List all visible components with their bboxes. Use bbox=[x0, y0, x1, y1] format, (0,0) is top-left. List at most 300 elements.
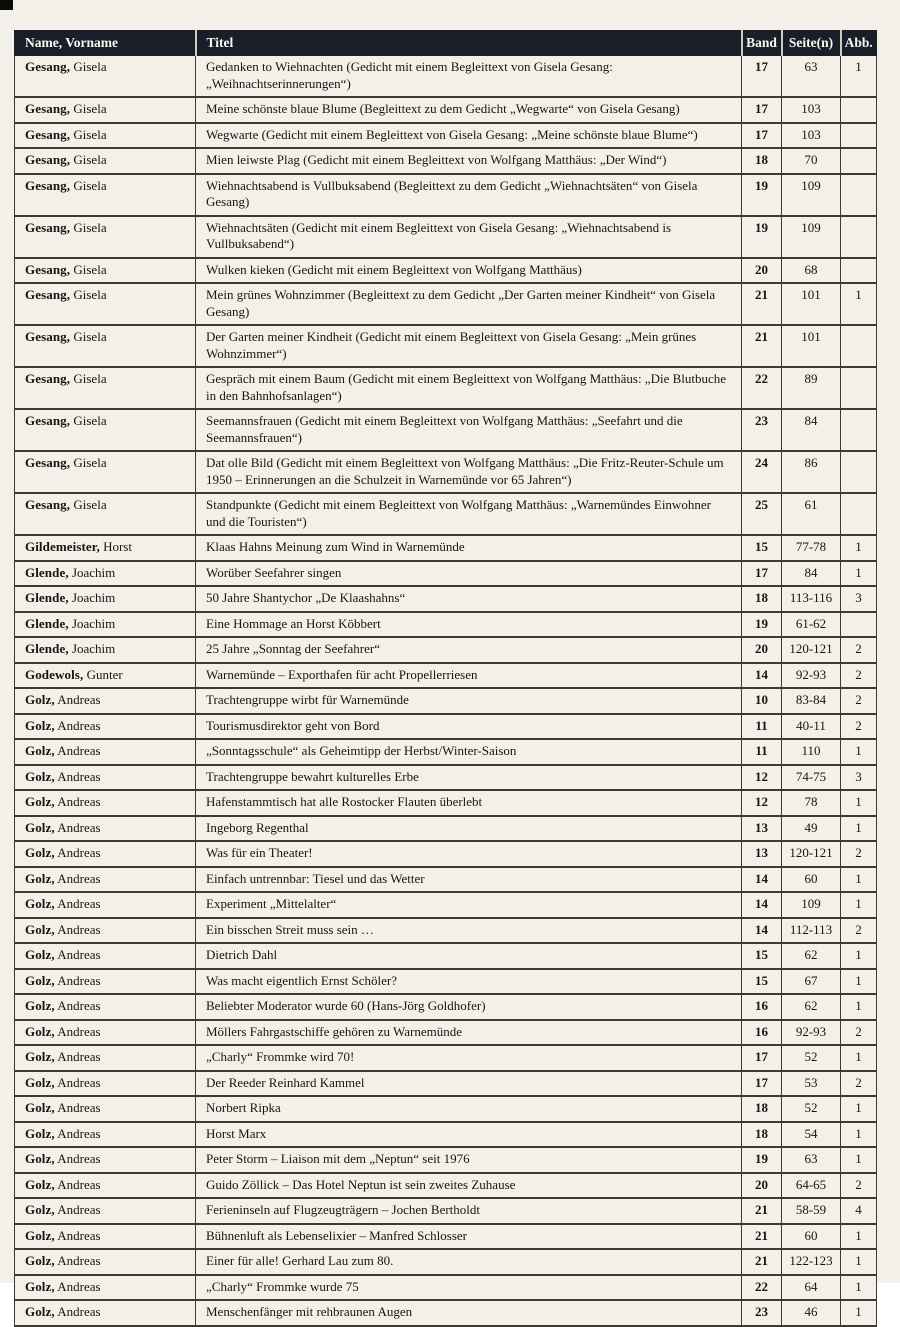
table-row bbox=[15, 918, 877, 944]
cell-abb: 1 bbox=[841, 1122, 877, 1148]
cell-abb bbox=[841, 493, 877, 535]
cell-titel: Horst Marx bbox=[196, 1122, 742, 1148]
table-row bbox=[15, 1173, 877, 1199]
cell-titel: Klaas Hahns Meinung zum Wind in Warnemünde bbox=[196, 535, 742, 561]
table-header bbox=[15, 31, 877, 56]
surname-text: Gesang, bbox=[25, 371, 71, 386]
cell-name-vorname: Gesang, Gisela bbox=[15, 174, 196, 216]
cell-seite: 77-78 bbox=[782, 535, 841, 561]
cell-seite: 64 bbox=[782, 1275, 841, 1301]
cell-band: 17 bbox=[742, 1071, 782, 1097]
cell-band: 22 bbox=[742, 1275, 782, 1301]
cell-abb bbox=[841, 612, 877, 638]
cell-name-vorname: Gildemeister, Horst bbox=[15, 535, 196, 561]
cell-seite: 74-75 bbox=[782, 765, 841, 791]
table-row bbox=[15, 1020, 877, 1046]
cell-seite: 54 bbox=[782, 1122, 841, 1148]
table-row bbox=[15, 493, 877, 535]
cell-name-vorname: Golz, Andreas bbox=[15, 714, 196, 740]
cell-abb: 1 bbox=[841, 561, 877, 587]
cell-band: 20 bbox=[742, 1173, 782, 1199]
surname-text: Golz, bbox=[25, 1023, 55, 1039]
cell-band: 10 bbox=[742, 688, 782, 714]
cell-band: 15 bbox=[742, 943, 782, 969]
cell-titel: Ingeborg Regenthal bbox=[196, 816, 742, 842]
cell-band: 20 bbox=[742, 258, 782, 284]
cell-band: 18 bbox=[742, 586, 782, 612]
cell-name-vorname: Golz, Andreas bbox=[15, 1300, 196, 1326]
cell-name-vorname: Gesang, Gisela bbox=[15, 409, 196, 451]
cell-abb: 3 bbox=[841, 765, 877, 791]
cell-titel: Hafenstammtisch hat alle Rostocker Flauten überlebt bbox=[196, 790, 742, 816]
cell-titel: „Sonntagsschule“ als Geheimtipp der Herbst/Winter-Saison bbox=[196, 739, 742, 765]
cell-abb: 3 bbox=[841, 586, 877, 612]
cell-band: 18 bbox=[742, 1122, 782, 1148]
table-row bbox=[15, 1275, 877, 1301]
surname-text: Gildemeister, bbox=[25, 539, 100, 554]
cell-titel: Möllers Fahrgastschiffe gehören zu Warnemünde bbox=[196, 1020, 742, 1046]
cell-seite: 101 bbox=[782, 325, 841, 367]
cell-name-vorname: Gesang, Gisela bbox=[15, 123, 196, 149]
surname-text: Gesang, bbox=[25, 287, 71, 302]
cell-name-vorname: Golz, Andreas bbox=[15, 765, 196, 791]
cell-titel: Wulken kieken (Gedicht mit einem Begleittext von Wolfgang Matthäus) bbox=[196, 258, 742, 284]
cell-seite: 110 bbox=[782, 739, 841, 765]
cell-abb bbox=[841, 258, 877, 284]
cell-name-vorname: Golz, Andreas bbox=[15, 918, 196, 944]
surname-text: Gesang, bbox=[25, 152, 71, 167]
surname-text: Golz, bbox=[25, 1074, 55, 1090]
cell-name-vorname: Golz, Andreas bbox=[15, 1045, 196, 1071]
surname-text: Golz, bbox=[25, 1227, 55, 1243]
cell-band: 14 bbox=[742, 892, 782, 918]
table-row bbox=[15, 409, 877, 451]
cell-name-vorname: Gesang, Gisela bbox=[15, 97, 196, 123]
table-row bbox=[15, 1224, 877, 1250]
table-row bbox=[15, 1300, 877, 1326]
cell-titel: Menschenfänger mit rehbraunen Augen bbox=[196, 1300, 742, 1326]
table-row bbox=[15, 943, 877, 969]
cell-titel: Wiehnachtsäten (Gedicht mit einem Begleittext von Gisela Gesang: „Wiehnachtsabend is Vullbuksabend“) bbox=[196, 216, 742, 258]
cell-band: 13 bbox=[742, 841, 782, 867]
table-row bbox=[15, 1045, 877, 1071]
cell-seite: 89 bbox=[782, 367, 841, 409]
cell-abb: 2 bbox=[841, 637, 877, 663]
cell-abb: 1 bbox=[841, 739, 877, 765]
cell-titel: Dietrich Dahl bbox=[196, 943, 742, 969]
cell-name-vorname: Golz, Andreas bbox=[15, 1249, 196, 1275]
cell-name-vorname: Glende, Joachim bbox=[15, 586, 196, 612]
cell-titel: Norbert Ripka bbox=[196, 1096, 742, 1122]
cell-titel: Trachtengruppe bewahrt kulturelles Erbe bbox=[196, 765, 742, 791]
table-body bbox=[15, 56, 877, 1326]
table-row bbox=[15, 561, 877, 587]
cell-seite: 122-123 bbox=[782, 1249, 841, 1275]
cell-titel: Tourismusdirektor geht von Bord bbox=[196, 714, 742, 740]
cell-seite: 92-93 bbox=[782, 1020, 841, 1046]
surname-text: Gesang, bbox=[25, 329, 71, 344]
table-row bbox=[15, 258, 877, 284]
surname-text: Golz, bbox=[25, 1151, 55, 1166]
cell-seite: 92-93 bbox=[782, 663, 841, 689]
surname-text: Gesang, bbox=[25, 455, 71, 470]
table-row bbox=[15, 148, 877, 174]
cell-titel: Ferieninseln auf Flugzeugträgern – Jochen Bertholdt bbox=[196, 1198, 742, 1224]
cell-name-vorname: Golz, Andreas bbox=[15, 1071, 196, 1097]
table-row bbox=[15, 637, 877, 663]
cell-seite: 40-11 bbox=[782, 714, 841, 740]
cell-seite: 84 bbox=[782, 409, 841, 451]
cell-abb bbox=[841, 97, 877, 123]
cell-band: 13 bbox=[742, 816, 782, 842]
cell-name-vorname: Golz, Andreas bbox=[15, 739, 196, 765]
cell-name-vorname: Gesang, Gisela bbox=[15, 367, 196, 409]
cell-name-vorname: Golz, Andreas bbox=[15, 1020, 196, 1046]
cell-titel: „Charly“ Frommke wird 70! bbox=[196, 1045, 742, 1071]
cell-band: 19 bbox=[742, 1147, 782, 1173]
cell-titel: Ein bisschen Streit muss sein … bbox=[196, 918, 742, 944]
cell-band: 12 bbox=[742, 765, 782, 791]
cell-name-vorname: Golz, Andreas bbox=[15, 943, 196, 969]
cell-seite: 64-65 bbox=[782, 1173, 841, 1199]
cell-titel: Experiment „Mittelalter“ bbox=[196, 892, 742, 918]
surname-text: Golz, bbox=[25, 1253, 55, 1268]
table-row bbox=[15, 765, 877, 791]
cell-band: 21 bbox=[742, 325, 782, 367]
cell-seite: 68 bbox=[782, 258, 841, 284]
cell-abb: 2 bbox=[841, 1173, 877, 1199]
cell-name-vorname: Golz, Andreas bbox=[15, 969, 196, 995]
cell-abb: 2 bbox=[841, 688, 877, 714]
surname-text: Golz, bbox=[25, 845, 55, 860]
cell-name-vorname: Golz, Andreas bbox=[15, 816, 196, 842]
cell-titel: Gespräch mit einem Baum (Gedicht mit einem Begleittext von Wolfgang Matthäus: „Die Blutbuche in den Bahnhofsanlagen“) bbox=[196, 367, 742, 409]
cell-titel: Wegwarte (Gedicht mit einem Begleittext von Gisela Gesang: „Meine schönste blaue Blume“) bbox=[196, 123, 742, 149]
surname-text: Glende, bbox=[25, 615, 69, 631]
cell-titel: Trachtengruppe wirbt für Warnemünde bbox=[196, 688, 742, 714]
cell-seite: 67 bbox=[782, 969, 841, 995]
surname-text: Gesang, bbox=[25, 219, 71, 235]
cell-name-vorname: Golz, Andreas bbox=[15, 1147, 196, 1173]
cell-name-vorname: Golz, Andreas bbox=[15, 1275, 196, 1301]
cell-seite: 103 bbox=[782, 97, 841, 123]
cell-abb bbox=[841, 216, 877, 258]
cell-abb: 1 bbox=[841, 1249, 877, 1275]
table-row bbox=[15, 535, 877, 561]
cell-titel: 50 Jahre Shantychor „De Klaashahns“ bbox=[196, 586, 742, 612]
cell-titel: Der Garten meiner Kindheit (Gedicht mit einem Begleittext von Gisela Gesang: „Mein grünes Wohnzimmer“) bbox=[196, 325, 742, 367]
cell-band: 17 bbox=[742, 561, 782, 587]
cell-band: 17 bbox=[742, 1045, 782, 1071]
surname-text: Golz, bbox=[25, 819, 55, 835]
cell-titel: Bühnenluft als Lebenselixier – Manfred Schlosser bbox=[196, 1224, 742, 1250]
cell-band: 22 bbox=[742, 367, 782, 409]
surname-text: Golz, bbox=[25, 921, 55, 937]
cell-seite: 103 bbox=[782, 123, 841, 149]
surname-text: Golz, bbox=[25, 870, 55, 886]
surname-text: Golz, bbox=[25, 794, 55, 809]
table-row bbox=[15, 283, 877, 325]
cell-band: 19 bbox=[742, 612, 782, 638]
cell-abb bbox=[841, 174, 877, 216]
table-row bbox=[15, 123, 877, 149]
surname-text: Golz, bbox=[25, 998, 55, 1013]
table-row bbox=[15, 1249, 877, 1275]
cell-abb: 2 bbox=[841, 918, 877, 944]
cell-name-vorname: Gesang, Gisela bbox=[15, 148, 196, 174]
column-header-seite: Seite(n) bbox=[782, 31, 841, 56]
surname-text: Golz, bbox=[25, 1049, 55, 1064]
cell-seite: 109 bbox=[782, 892, 841, 918]
cell-band: 14 bbox=[742, 663, 782, 689]
cell-name-vorname: Gesang, Gisela bbox=[15, 283, 196, 325]
cell-seite: 58-59 bbox=[782, 1198, 841, 1224]
cell-band: 14 bbox=[742, 867, 782, 893]
cell-titel: Wiehnachtsabend is Vullbuksabend (Begleittext zu dem Gedicht „Wiehnachtsäten“ von Gisela Gesang) bbox=[196, 174, 742, 216]
column-header-name: Name, Vorname bbox=[15, 31, 196, 56]
cell-titel: Eine Hommage an Horst Köbbert bbox=[196, 612, 742, 638]
cell-abb bbox=[841, 367, 877, 409]
table-row bbox=[15, 216, 877, 258]
cell-seite: 84 bbox=[782, 561, 841, 587]
cell-titel: Gedanken to Wiehnachten (Gedicht mit einem Begleittext von Gisela Gesang: „Weihnachtserinnerungen“) bbox=[196, 56, 742, 98]
cell-titel: Mein grünes Wohnzimmer (Begleittext zu dem Gedicht „Der Garten meiner Kindheit“ von Gisela Gesang) bbox=[196, 283, 742, 325]
cell-name-vorname: Golz, Andreas bbox=[15, 1122, 196, 1148]
column-header-titel: Titel bbox=[196, 31, 742, 56]
cell-abb: 1 bbox=[841, 994, 877, 1020]
cell-seite: 63 bbox=[782, 56, 841, 98]
cell-abb: 1 bbox=[841, 816, 877, 842]
table-row bbox=[15, 841, 877, 867]
cell-seite: 113-116 bbox=[782, 586, 841, 612]
cell-seite: 109 bbox=[782, 216, 841, 258]
cell-abb: 1 bbox=[841, 1045, 877, 1071]
cell-name-vorname: Golz, Andreas bbox=[15, 867, 196, 893]
surname-text: Golz, bbox=[25, 1100, 55, 1115]
cell-abb: 1 bbox=[841, 790, 877, 816]
cell-band: 12 bbox=[742, 790, 782, 816]
cell-name-vorname: Golz, Andreas bbox=[15, 1224, 196, 1250]
table-row bbox=[15, 174, 877, 216]
surname-text: Golz, bbox=[25, 896, 55, 911]
cell-band: 20 bbox=[742, 637, 782, 663]
table-row bbox=[15, 1096, 877, 1122]
table-row bbox=[15, 867, 877, 893]
surname-text: Golz, bbox=[25, 1304, 55, 1319]
cell-band: 21 bbox=[742, 1249, 782, 1275]
cell-name-vorname: Golz, Andreas bbox=[15, 1096, 196, 1122]
table-row bbox=[15, 994, 877, 1020]
cell-titel: Seemannsfrauen (Gedicht mit einem Begleittext von Wolfgang Matthäus: „Seefahrt und die Seemannsfrauen“) bbox=[196, 409, 742, 451]
cell-titel: Guido Zöllick – Das Hotel Neptun ist sein zweites Zuhause bbox=[196, 1173, 742, 1199]
cell-band: 24 bbox=[742, 451, 782, 493]
cell-abb: 2 bbox=[841, 1071, 877, 1097]
cell-abb: 2 bbox=[841, 841, 877, 867]
cell-abb: 1 bbox=[841, 1096, 877, 1122]
table-row bbox=[15, 739, 877, 765]
cell-name-vorname: Glende, Joachim bbox=[15, 637, 196, 663]
table-row bbox=[15, 367, 877, 409]
cell-name-vorname: Gesang, Gisela bbox=[15, 451, 196, 493]
cell-abb: 1 bbox=[841, 892, 877, 918]
cell-titel: Beliebter Moderator wurde 60 (Hans-Jörg Goldhofer) bbox=[196, 994, 742, 1020]
cell-seite: 86 bbox=[782, 451, 841, 493]
cell-titel: Der Reeder Reinhard Kammel bbox=[196, 1071, 742, 1097]
cell-abb: 1 bbox=[841, 1147, 877, 1173]
surname-text: Gesang, bbox=[25, 413, 71, 428]
cell-seite: 120-121 bbox=[782, 841, 841, 867]
cell-titel: „Charly“ Frommke wurde 75 bbox=[196, 1275, 742, 1301]
cell-seite: 109 bbox=[782, 174, 841, 216]
surname-text: Glende, bbox=[25, 641, 69, 656]
cell-name-vorname: Golz, Andreas bbox=[15, 892, 196, 918]
cell-seite: 70 bbox=[782, 148, 841, 174]
cell-titel: Worüber Seefahrer singen bbox=[196, 561, 742, 587]
cell-seite: 60 bbox=[782, 1224, 841, 1250]
surname-text: Golz, bbox=[25, 743, 55, 758]
cell-seite: 52 bbox=[782, 1096, 841, 1122]
cell-seite: 61 bbox=[782, 493, 841, 535]
cell-band: 19 bbox=[742, 216, 782, 258]
cell-abb: 4 bbox=[841, 1198, 877, 1224]
cell-band: 11 bbox=[742, 739, 782, 765]
cell-titel: Meine schönste blaue Blume (Begleittext zu dem Gedicht „Wegwarte“ von Gisela Gesang) bbox=[196, 97, 742, 123]
surname-text: Golz, bbox=[25, 972, 55, 988]
cell-name-vorname: Glende, Joachim bbox=[15, 612, 196, 638]
cell-band: 16 bbox=[742, 994, 782, 1020]
cell-abb: 1 bbox=[841, 283, 877, 325]
cell-abb bbox=[841, 325, 877, 367]
cell-seite: 46 bbox=[782, 1300, 841, 1326]
surname-text: Glende, bbox=[25, 590, 69, 605]
cell-seite: 112-113 bbox=[782, 918, 841, 944]
surname-text: Gesang, bbox=[25, 261, 71, 277]
cell-titel: Was für ein Theater! bbox=[196, 841, 742, 867]
cell-band: 14 bbox=[742, 918, 782, 944]
cell-seite: 60 bbox=[782, 867, 841, 893]
cell-titel: Einfach untrennbar: Tiesel und das Wetter bbox=[196, 867, 742, 893]
cell-name-vorname: Gesang, Gisela bbox=[15, 493, 196, 535]
cell-abb bbox=[841, 409, 877, 451]
cell-seite: 52 bbox=[782, 1045, 841, 1071]
surname-text: Golz, bbox=[25, 947, 55, 962]
table-row bbox=[15, 612, 877, 638]
cell-seite: 62 bbox=[782, 943, 841, 969]
cell-seite: 62 bbox=[782, 994, 841, 1020]
cell-name-vorname: Golz, Andreas bbox=[15, 841, 196, 867]
cell-abb: 1 bbox=[841, 1275, 877, 1301]
cell-titel: Standpunkte (Gedicht mit einem Begleittext von Wolfgang Matthäus: „Warnemündes Einwohner und die Touristen“) bbox=[196, 493, 742, 535]
cell-name-vorname: Golz, Andreas bbox=[15, 1173, 196, 1199]
table-row bbox=[15, 97, 877, 123]
surname-text: Golz, bbox=[25, 768, 55, 784]
surname-text: Golz, bbox=[25, 1125, 55, 1141]
author-title-index-table bbox=[14, 30, 877, 1327]
cell-titel: Peter Storm – Liaison mit dem „Neptun“ seit 1976 bbox=[196, 1147, 742, 1173]
surname-text: Gesang, bbox=[25, 59, 71, 74]
table-row bbox=[15, 1071, 877, 1097]
cell-name-vorname: Golz, Andreas bbox=[15, 790, 196, 816]
surname-text: Golz, bbox=[25, 1278, 55, 1294]
surname-text: Gesang, bbox=[25, 497, 71, 512]
cell-seite: 101 bbox=[782, 283, 841, 325]
table-row bbox=[15, 663, 877, 689]
cell-band: 21 bbox=[742, 1198, 782, 1224]
surname-text: Gesang, bbox=[25, 126, 71, 142]
cell-abb: 1 bbox=[841, 535, 877, 561]
cell-name-vorname: Gesang, Gisela bbox=[15, 56, 196, 98]
cell-band: 23 bbox=[742, 409, 782, 451]
surname-text: Golz, bbox=[25, 1176, 55, 1192]
cell-abb: 1 bbox=[841, 943, 877, 969]
cell-band: 15 bbox=[742, 535, 782, 561]
table-row bbox=[15, 816, 877, 842]
cell-name-vorname: Golz, Andreas bbox=[15, 994, 196, 1020]
cell-name-vorname: Golz, Andreas bbox=[15, 1198, 196, 1224]
cell-abb: 1 bbox=[841, 867, 877, 893]
surname-text: Godewols, bbox=[25, 666, 84, 682]
cell-seite: 78 bbox=[782, 790, 841, 816]
cell-abb: 2 bbox=[841, 663, 877, 689]
table-row bbox=[15, 586, 877, 612]
cell-abb: 2 bbox=[841, 1020, 877, 1046]
table-row bbox=[15, 790, 877, 816]
cell-abb: 2 bbox=[841, 714, 877, 740]
cell-band: 18 bbox=[742, 148, 782, 174]
surname-text: Gesang, bbox=[25, 177, 71, 193]
cell-seite: 63 bbox=[782, 1147, 841, 1173]
column-header-band: Band bbox=[742, 31, 782, 56]
cell-titel: Einer für alle! Gerhard Lau zum 80. bbox=[196, 1249, 742, 1275]
table-row bbox=[15, 892, 877, 918]
table-row bbox=[15, 451, 877, 493]
cell-abb: 1 bbox=[841, 1224, 877, 1250]
cell-band: 19 bbox=[742, 174, 782, 216]
cell-name-vorname: Godewols, Gunter bbox=[15, 663, 196, 689]
cell-name-vorname: Gesang, Gisela bbox=[15, 216, 196, 258]
cell-band: 15 bbox=[742, 969, 782, 995]
table-row bbox=[15, 969, 877, 995]
table-row bbox=[15, 1147, 877, 1173]
cell-band: 23 bbox=[742, 1300, 782, 1326]
table-row bbox=[15, 688, 877, 714]
surname-text: Golz, bbox=[25, 717, 55, 733]
table-row bbox=[15, 1122, 877, 1148]
cell-band: 17 bbox=[742, 56, 782, 98]
cell-band: 25 bbox=[742, 493, 782, 535]
surname-text: Golz, bbox=[25, 692, 55, 707]
cell-name-vorname: Gesang, Gisela bbox=[15, 258, 196, 284]
cell-abb bbox=[841, 123, 877, 149]
cell-seite: 83-84 bbox=[782, 688, 841, 714]
surname-text: Gesang, bbox=[25, 101, 71, 116]
cell-band: 21 bbox=[742, 1224, 782, 1250]
cell-seite: 120-121 bbox=[782, 637, 841, 663]
cell-seite: 61-62 bbox=[782, 612, 841, 638]
cell-titel: Dat olle Bild (Gedicht mit einem Begleittext von Wolfgang Matthäus: „Die Fritz-Reuter-Schule um 1950 – Erinnerungen an die Schulzeit in Warnemünde vor 65 Jahren“) bbox=[196, 451, 742, 493]
cell-titel: Warnemünde – Exporthafen für acht Propellerriesen bbox=[196, 663, 742, 689]
surname-text: Golz, bbox=[25, 1202, 55, 1217]
cell-abb: 1 bbox=[841, 56, 877, 98]
cell-abb: 1 bbox=[841, 969, 877, 995]
cell-band: 17 bbox=[742, 123, 782, 149]
table-row bbox=[15, 714, 877, 740]
cell-titel: Was macht eigentlich Ernst Schöler? bbox=[196, 969, 742, 995]
cell-titel: Mien leiwste Plag (Gedicht mit einem Begleittext von Wolfgang Matthäus: „Der Wind“) bbox=[196, 148, 742, 174]
table-row bbox=[15, 325, 877, 367]
table-row bbox=[15, 1198, 877, 1224]
header-row bbox=[15, 31, 877, 56]
